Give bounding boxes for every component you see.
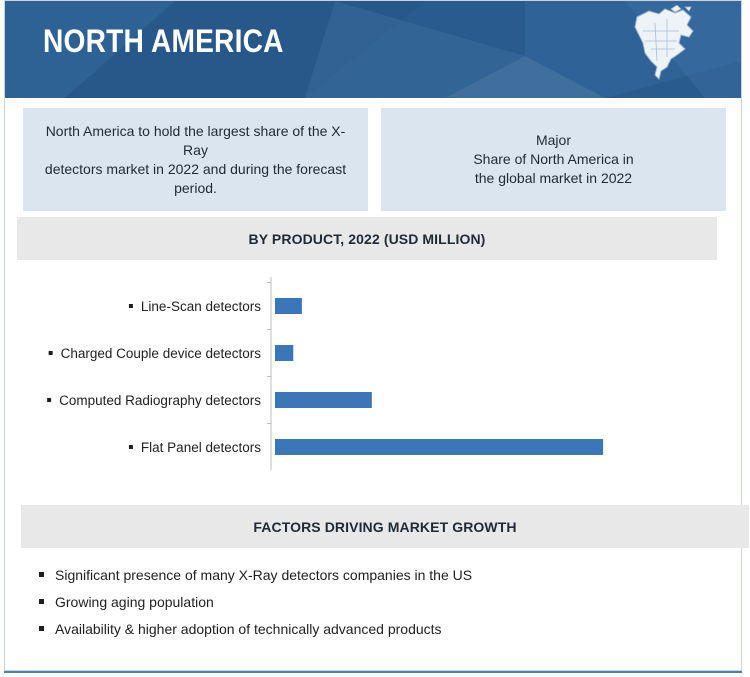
bar-charged-couple-device-detectors xyxy=(275,345,293,361)
callout-left-line-1: North America to hold the largest share of the X-Ray xyxy=(45,122,346,158)
factor-item xyxy=(39,561,472,588)
product-section-heading: BY PRODUCT, 2022 (USD MILLION) xyxy=(17,217,717,260)
chart-bars xyxy=(275,298,603,455)
bar-computed-radiography-detectors xyxy=(275,392,372,408)
north-america-map-icon xyxy=(631,5,703,83)
chart-axis xyxy=(267,277,271,470)
callout-left-line-2: detectors market in 2022 and during the forecast period. xyxy=(44,160,347,196)
callout-largest-share xyxy=(23,108,368,211)
infographic-frame xyxy=(4,0,742,671)
factor-text: Growing aging population xyxy=(55,593,214,610)
factors-section-heading: FACTORS DRIVING MARKET GROWTH xyxy=(21,505,749,548)
factors-list xyxy=(39,561,472,642)
callout-right-line-3: the global market in 2022 xyxy=(474,170,633,186)
factor-text: Availability & higher adoption of technically advanced products xyxy=(55,620,442,637)
bullet-icon xyxy=(39,599,44,604)
header-banner xyxy=(5,1,741,98)
bullet-icon xyxy=(39,572,44,577)
bottom-rule xyxy=(4,671,742,673)
callout-major-share xyxy=(381,108,726,211)
category-bullet-icon xyxy=(47,398,51,402)
bullet-icon xyxy=(39,626,44,631)
factor-item xyxy=(39,588,472,615)
page-title: NORTH AMERICA xyxy=(43,23,284,59)
callout-right-line-2: Share of North America in xyxy=(473,151,634,167)
category-label: Computed Radiography detectors xyxy=(59,393,261,408)
chart-category-labels xyxy=(47,299,261,455)
product-bar-chart xyxy=(17,271,717,471)
category-label: Flat Panel detectors xyxy=(140,440,261,455)
bar-line-scan-detectors xyxy=(275,298,302,314)
factor-item xyxy=(39,615,472,642)
bar-flat-panel-detectors xyxy=(275,439,603,455)
category-label: Charged Couple device detectors xyxy=(60,346,261,361)
category-label: Line-Scan detectors xyxy=(140,299,261,314)
category-bullet-icon xyxy=(49,351,53,355)
category-bullet-icon xyxy=(129,445,133,449)
category-bullet-icon xyxy=(129,304,133,308)
factor-text: Significant presence of many X-Ray detectors companies in the US xyxy=(55,566,473,583)
callout-right-line-1: Major xyxy=(535,132,571,148)
